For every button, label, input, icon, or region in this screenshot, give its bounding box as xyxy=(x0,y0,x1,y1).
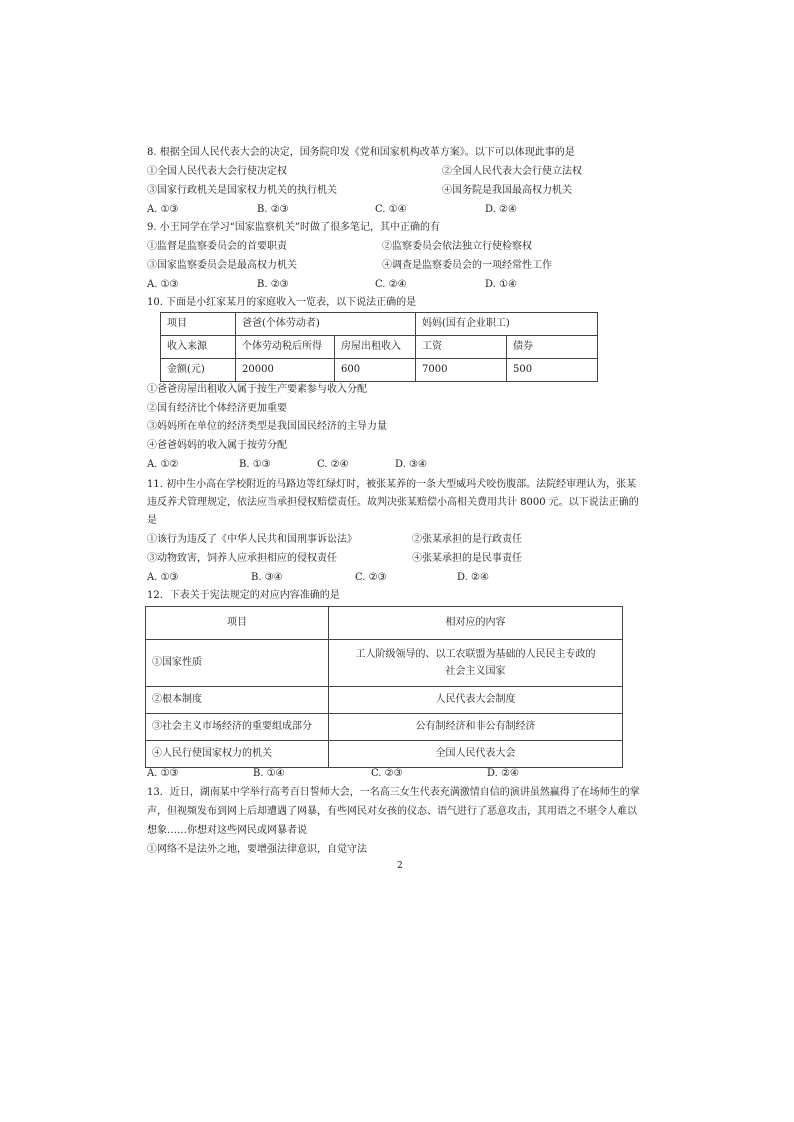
q10-option-b: B. ①③ xyxy=(239,459,271,470)
q9-item-4: ④调查是监察委员会的一项经常性工作 xyxy=(382,260,552,271)
q9-item-2: ②监察委员会依法独立行使检察权 xyxy=(382,241,532,252)
table-cell: 收入来源 xyxy=(161,336,236,359)
table-cell: 妈妈(国有企业职工) xyxy=(416,313,598,336)
table-row xyxy=(161,359,598,382)
q8-option-c: C. ①④ xyxy=(375,204,407,215)
q8-option-d: D. ②④ xyxy=(485,204,517,215)
table-cell: 600 xyxy=(335,359,416,382)
table-row xyxy=(146,741,623,768)
q10-item-1: ①爸爸房屋出租收入属于按生产要素参与收入分配 xyxy=(147,384,367,395)
table-header-cell: 项目 xyxy=(146,607,329,640)
q11-options xyxy=(147,573,489,583)
table-cell: ①国家性质 xyxy=(146,640,329,687)
q11-stem-line-3: 是 xyxy=(147,515,157,526)
q10-options xyxy=(147,460,427,470)
table-cell: 个体劳动税后所得 xyxy=(236,336,335,359)
q9-option-a: A. ①③ xyxy=(147,279,179,290)
q11-stem-line-1: 11. 初中生小高在学校附近的马路边等红绿灯时，被张某养的一条大型威玛犬咬伤腹部。法院经审理认为，张某 xyxy=(147,479,637,490)
q10-option-d: D. ③④ xyxy=(395,459,427,470)
q11-option-c: C. ②③ xyxy=(355,572,387,583)
table-row xyxy=(146,687,623,714)
constitution-table xyxy=(145,606,623,768)
q10-item-4: ④爸爸妈妈的收入属于按劳分配 xyxy=(147,440,287,451)
q11-item-1: ①该行为违反了《中华人民共和国刑事诉讼法》 xyxy=(147,534,357,545)
q11-option-d: D. ②④ xyxy=(457,572,489,583)
q8-option-a: A. ①③ xyxy=(147,204,179,215)
q8-item-4: ④国务院是我国最高权力机关 xyxy=(442,185,572,196)
table-row xyxy=(146,607,623,640)
q12-stem: 12．下表关于宪法规定的对应内容准确的是 xyxy=(147,590,340,601)
table-cell: 项目 xyxy=(161,313,236,336)
q13-stem-line-3: 想象……你想对这些网民或网暴者说 xyxy=(147,825,307,836)
table-cell: 20000 xyxy=(236,359,335,382)
q13-item-1: ①网络不是法外之地，要增强法律意识，自觉守法 xyxy=(147,844,367,855)
table-row xyxy=(146,640,623,687)
q8-item-2: ②全国人民代表大会行使立法权 xyxy=(442,166,582,177)
q11-item-3: ③动物致害，饲养人应承担相应的侵权责任 xyxy=(147,553,337,564)
q8-option-b: B. ②③ xyxy=(257,204,289,215)
q8-options xyxy=(147,205,517,215)
q11-item-4: ④张某承担的是民事责任 xyxy=(412,553,522,564)
q9-option-b: B. ②③ xyxy=(257,279,289,290)
table-row xyxy=(161,336,598,359)
table-cell: 全国人民代表大会 xyxy=(329,741,623,768)
q9-option-d: D. ①④ xyxy=(485,279,517,290)
q11-option-a: A. ①③ xyxy=(147,572,179,583)
q10-item-2: ②国有经济比个体经济更加重要 xyxy=(147,403,287,414)
table-cell: 7000 xyxy=(416,359,507,382)
q13-stem-line-2: 声，但视频发布到网上后却遭遇了网暴，有些网民对女孩的仪态、语气进行了恶意攻击，其用语之不堪令人难以 xyxy=(147,806,637,817)
q9-option-c: C. ②④ xyxy=(375,279,407,290)
q9-options xyxy=(147,280,517,290)
table-cell: 公有制经济和非公有制经济 xyxy=(329,714,623,741)
q12-options xyxy=(147,769,519,779)
table-cell-line: 社会主义国家 xyxy=(445,666,506,677)
q12-option-d: D. ②④ xyxy=(487,768,519,779)
table-cell: 房屋出租收入 xyxy=(335,336,416,359)
table-cell: 500 xyxy=(507,359,598,382)
table-cell: 金额(元) xyxy=(161,359,236,382)
q11-item-2: ②张某承担的是行政责任 xyxy=(412,534,522,545)
table-row xyxy=(161,313,598,336)
q12-option-b: B. ①④ xyxy=(253,768,285,779)
q10-stem: 10. 下面是小红家某月的家庭收入一览表，以下说法正确的是 xyxy=(147,297,417,308)
table-cell: ③社会主义市场经济的重要组成部分 xyxy=(146,714,329,741)
income-table xyxy=(160,312,598,382)
q9-item-1: ①监督是监察委员会的首要职责 xyxy=(147,241,287,252)
q12-option-c: C. ②③ xyxy=(371,768,403,779)
q8-stem: 8. 根据全国人民代表大会的决定，国务院印发《党和国家机构改革方案》。以下可以体现此事的是 xyxy=(147,147,575,158)
q9-stem: 9. 小王同学在学习“国家监察机关”时做了很多笔记，其中正确的有 xyxy=(147,222,440,233)
q10-option-c: C. ②④ xyxy=(317,459,349,470)
q11-option-b: B. ③④ xyxy=(251,572,283,583)
q10-item-3: ③妈妈所在单位的经济类型是我国国民经济的主导力量 xyxy=(147,421,387,432)
table-cell: 债券 xyxy=(507,336,598,359)
table-cell: 人民代表大会制度 xyxy=(329,687,623,714)
table-cell: 工资 xyxy=(416,336,507,359)
table-cell: ②根本制度 xyxy=(146,687,329,714)
q9-item-3: ③国家监察委员会是最高权力机关 xyxy=(147,260,297,271)
q13-stem-line-1: 13．近日，湖南某中学举行高考百日誓师大会，一名高三女生代表充满激情自信的演讲虽然赢得了在场师生的掌 xyxy=(147,787,640,798)
table-cell: 爸爸(个体劳动者) xyxy=(236,313,416,336)
q8-item-3: ③国家行政机关是国家权力机关的执行机关 xyxy=(147,185,337,196)
table-header-cell: 相对应的内容 xyxy=(329,607,623,640)
q12-option-a: A. ①③ xyxy=(147,768,179,779)
table-row xyxy=(146,714,623,741)
table-cell-line: 工人阶级领导的、以工农联盟为基础的人民民主专政的 xyxy=(355,649,596,660)
q11-stem-line-2: 违反养犬管理规定，依法应当承担侵权赔偿责任。故判决张某赔偿小高相关费用共计 8000 元。以下说法正确的 xyxy=(147,497,639,508)
q8-item-1: ①全国人民代表大会行使决定权 xyxy=(147,166,287,177)
page-number: 2 xyxy=(397,861,403,871)
table-cell: ④人民行使国家权力的机关 xyxy=(146,741,329,768)
q10-option-a: A. ①② xyxy=(147,459,179,470)
table-cell xyxy=(329,640,623,687)
